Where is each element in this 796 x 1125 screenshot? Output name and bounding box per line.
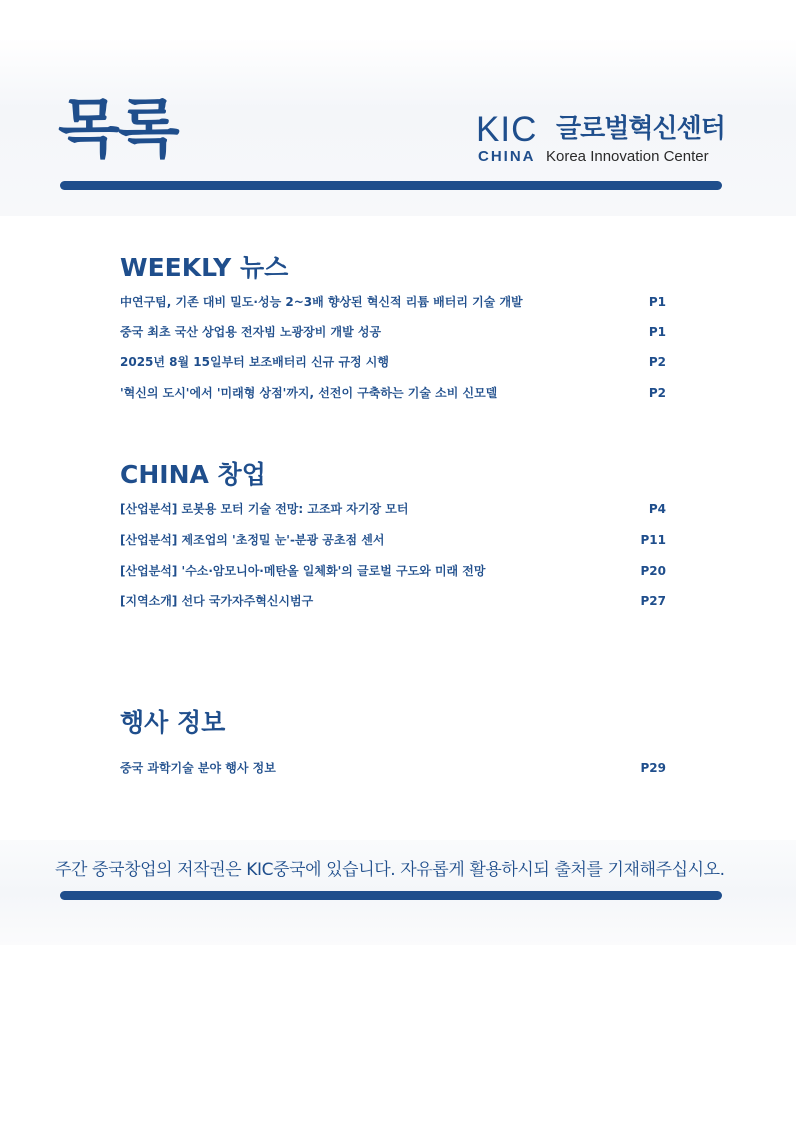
toc-item-page: P2 bbox=[648, 386, 666, 400]
copyright-notice: 주간 중국창업의 저작권은 KIC중국에 있습니다. 자유롭게 활용하시되 출처를 기재해주십시오. bbox=[55, 860, 725, 880]
toc-item[interactable] bbox=[120, 293, 666, 311]
page-title: 목록 bbox=[58, 93, 178, 167]
toc-item[interactable] bbox=[120, 759, 666, 777]
toc-item-title: 중국 과학기술 분야 행사 정보 bbox=[120, 761, 276, 775]
toc-item-page: P4 bbox=[648, 502, 666, 516]
logo-china-text: CHINA bbox=[478, 148, 536, 165]
logo-center-name: 글로벌혁신센터 bbox=[556, 114, 725, 144]
header-divider bbox=[60, 181, 722, 190]
section-heading-events: 행사 정보 bbox=[120, 708, 226, 737]
toc-item[interactable] bbox=[120, 562, 666, 580]
toc-item-page: P11 bbox=[640, 533, 666, 547]
toc-item[interactable] bbox=[120, 592, 666, 610]
toc-item[interactable] bbox=[120, 353, 666, 371]
toc-item-title: 중국 최초 국산 상업용 전자빔 노광장비 개발 성공 bbox=[120, 325, 382, 339]
logo-kic-text: KIC bbox=[476, 110, 538, 149]
toc-item-title: '혁신의 도시'에서 '미래형 상점'까지, 선전이 구축하는 기술 소비 신모델 bbox=[120, 386, 498, 400]
toc-item-page: P27 bbox=[640, 594, 666, 608]
toc-item-page: P1 bbox=[648, 295, 666, 309]
toc-item[interactable] bbox=[120, 384, 666, 402]
toc-item-page: P1 bbox=[648, 325, 666, 339]
kic-logo bbox=[476, 112, 726, 168]
toc-item-title: [산업분석] 제조업의 '초정밀 눈'-분광 공초점 센서 bbox=[120, 533, 385, 547]
toc-item[interactable] bbox=[120, 500, 666, 518]
toc-item-title: 2025년 8월 15일부터 보조배터리 신규 규정 시행 bbox=[120, 355, 389, 369]
section-heading-china-startup: CHINA 창업 bbox=[120, 460, 266, 489]
toc-item-title: [지역소개] 선다 국가자주혁신시범구 bbox=[120, 594, 314, 608]
toc-item-title: [산업분석] '수소·암모니아·메탄올 일체화'의 글로벌 구도와 미래 전망 bbox=[120, 564, 486, 578]
toc-item-page: P29 bbox=[640, 761, 666, 775]
toc-item[interactable] bbox=[120, 531, 666, 549]
toc-item-title: [산업분석] 로봇용 모터 기술 전망: 고조파 자기장 모터 bbox=[120, 502, 409, 516]
logo-subtitle: Korea Innovation Center bbox=[546, 148, 709, 165]
toc-item[interactable] bbox=[120, 323, 666, 341]
footer-divider bbox=[60, 891, 722, 900]
section-heading-weekly-news: WEEKLY 뉴스 bbox=[120, 253, 289, 282]
toc-item-title: 中연구팀, 기존 대비 밀도·성능 2~3배 향상된 혁신적 리튬 배터리 기술 개발 bbox=[120, 295, 523, 309]
toc-item-page: P20 bbox=[640, 564, 666, 578]
toc-item-page: P2 bbox=[648, 355, 666, 369]
